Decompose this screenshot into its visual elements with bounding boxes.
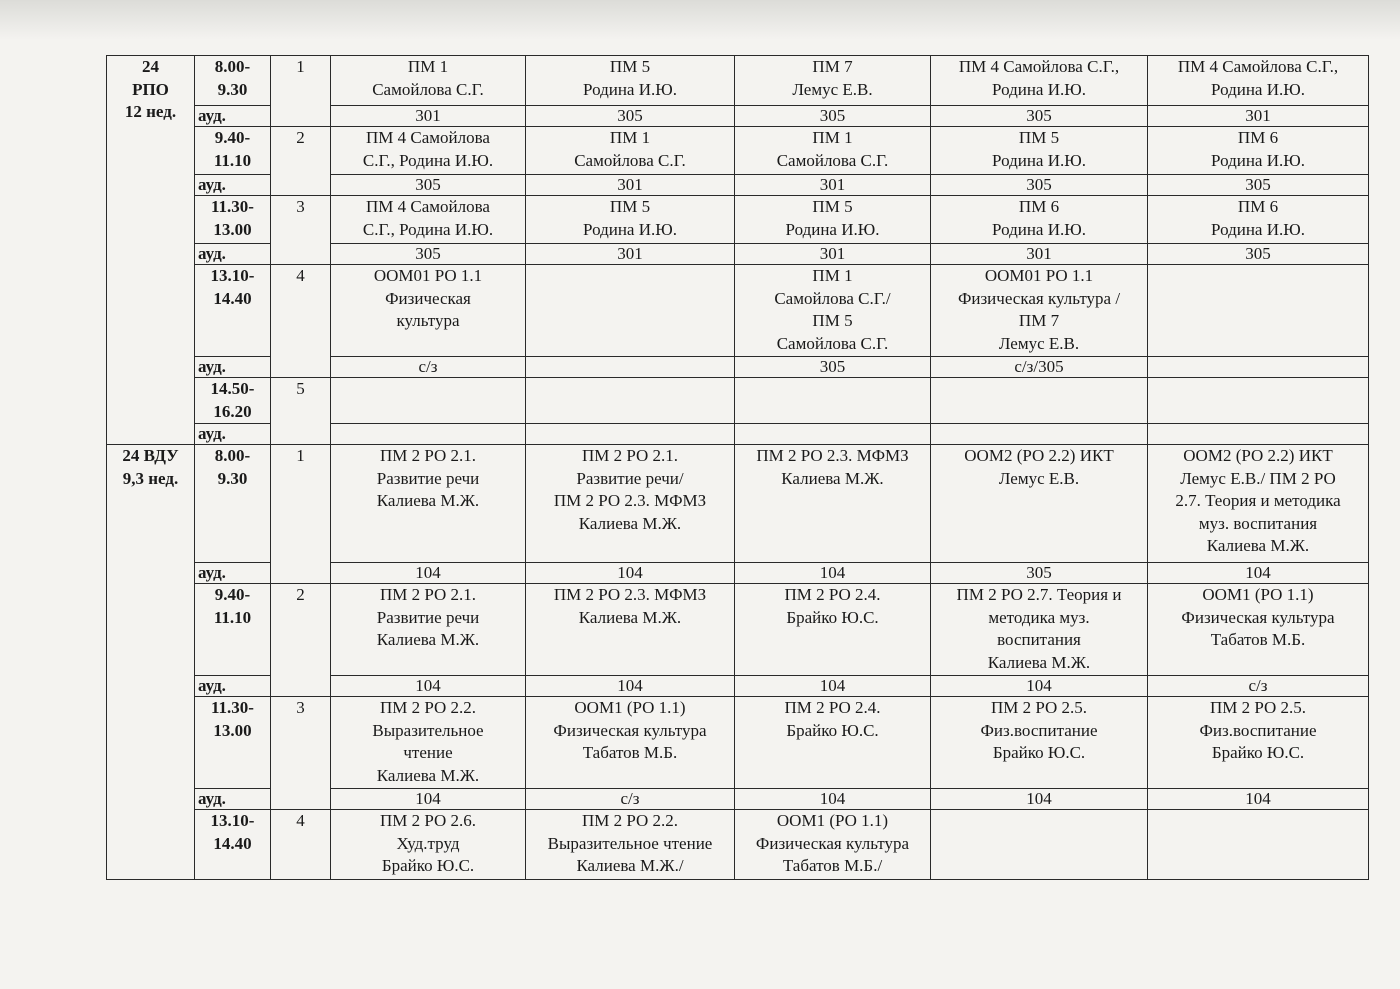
lesson-cell: ПМ 2 РО 2.6. Худ.труд Брайко Ю.С.	[331, 810, 526, 880]
room-cell	[1148, 357, 1369, 378]
lesson-cell: ПМ 1 Самойлова С.Г.	[526, 127, 735, 175]
aud-label: ауд.	[195, 106, 271, 127]
lesson-number: 3	[271, 196, 331, 265]
lesson-cell: ПМ 4 Самойлова С.Г., Родина И.Ю.	[931, 56, 1148, 106]
room-cell: 305	[331, 244, 526, 265]
slot-row	[107, 56, 1369, 106]
room-cell: 305	[331, 175, 526, 196]
lesson-cell: ПМ 2 РО 2.4. Брайко Ю.С.	[735, 584, 931, 676]
room-cell	[331, 424, 526, 445]
room-cell: 104	[931, 676, 1148, 697]
lesson-cell: ПМ 2 РО 2.1. Развитие речи/ ПМ 2 РО 2.3. МФМЗ Калиева М.Ж.	[526, 445, 735, 563]
room-cell: 301	[526, 175, 735, 196]
aud-label: ауд.	[195, 244, 271, 265]
lesson-cell: ПМ 5 Родина И.Ю.	[526, 56, 735, 106]
lesson-cell	[931, 378, 1148, 424]
room-cell: с/з/305	[931, 357, 1148, 378]
room-cell: 301	[735, 244, 931, 265]
lesson-cell: ПМ 2 РО 2.3. МФМЗ Калиева М.Ж.	[526, 584, 735, 676]
time-cell: 13.10- 14.40	[195, 265, 271, 357]
lesson-cell: ПМ 1 Самойлова С.Г./ ПМ 5 Самойлова С.Г.	[735, 265, 931, 357]
room-cell: с/з	[1148, 676, 1369, 697]
time-cell: 14.50- 16.20	[195, 378, 271, 424]
room-cell: 104	[931, 789, 1148, 810]
room-cell: 305	[1148, 175, 1369, 196]
lesson-number: 1	[271, 56, 331, 127]
room-cell: 104	[1148, 563, 1369, 584]
lesson-cell: ПМ 7 Лемус Е.В.	[735, 56, 931, 106]
lesson-number: 4	[271, 265, 331, 378]
room-cell	[526, 424, 735, 445]
lesson-cell: ПМ 2 РО 2.1. Развитие речи Калиева М.Ж.	[331, 445, 526, 563]
lesson-cell: ПМ 2 РО 2.4. Брайко Ю.С.	[735, 697, 931, 789]
lesson-cell: ПМ 6 Родина И.Ю.	[1148, 127, 1369, 175]
room-cell	[735, 424, 931, 445]
aud-label: ауд.	[195, 563, 271, 584]
lesson-cell: ООМ01 РО 1.1 Физическая культура / ПМ 7 Лемус Е.В.	[931, 265, 1148, 357]
aud-label: ауд.	[195, 789, 271, 810]
lesson-cell: ПМ 5 Родина И.Ю.	[931, 127, 1148, 175]
room-cell: 305	[735, 357, 931, 378]
lesson-cell	[526, 265, 735, 357]
aud-label: ауд.	[195, 424, 271, 445]
lesson-cell: ПМ 2 РО 2.5. Физ.воспитание Брайко Ю.С.	[1148, 697, 1369, 789]
lesson-cell: ПМ 2 РО 2.3. МФМЗ Калиева М.Ж.	[735, 445, 931, 563]
room-cell: 305	[931, 175, 1148, 196]
room-cell: 104	[526, 676, 735, 697]
lesson-cell	[735, 378, 931, 424]
lesson-cell: ПМ 4 Самойлова С.Г., Родина И.Ю.	[331, 196, 526, 244]
lesson-cell	[1148, 265, 1369, 357]
lesson-cell	[1148, 810, 1369, 880]
room-cell: 305	[931, 106, 1148, 127]
room-cell	[1148, 424, 1369, 445]
slot-row	[107, 810, 1369, 880]
room-cell: с/з	[331, 357, 526, 378]
aud-label: ауд.	[195, 175, 271, 196]
lesson-cell: ООМ2 (РО 2.2) ИКТ Лемус Е.В.	[931, 445, 1148, 563]
room-cell: с/з	[526, 789, 735, 810]
lesson-number: 3	[271, 697, 331, 810]
lesson-number: 2	[271, 584, 331, 697]
paper-edge	[0, 0, 1400, 40]
lesson-number: 5	[271, 378, 331, 445]
slot-row	[107, 265, 1369, 357]
room-cell: 301	[735, 175, 931, 196]
lesson-number: 4	[271, 810, 331, 880]
slot-row	[107, 584, 1369, 676]
lesson-cell: ПМ 2 РО 2.2. Выразительное чтение Калиева М.Ж.	[331, 697, 526, 789]
lesson-cell: ООМ1 (РО 1.1) Физическая культура Табатов М.Б./	[735, 810, 931, 880]
time-cell: 13.10- 14.40	[195, 810, 271, 880]
lesson-cell	[331, 378, 526, 424]
room-cell: 104	[735, 563, 931, 584]
slot-row	[107, 378, 1369, 424]
lesson-cell: ПМ 4 Самойлова С.Г., Родина И.Ю.	[331, 127, 526, 175]
room-cell: 301	[931, 244, 1148, 265]
slot-row	[107, 196, 1369, 244]
lesson-cell	[1148, 378, 1369, 424]
room-cell	[931, 424, 1148, 445]
room-cell: 305	[1148, 244, 1369, 265]
slot-row	[107, 127, 1369, 175]
room-cell: 305	[735, 106, 931, 127]
room-cell: 305	[931, 563, 1148, 584]
time-cell: 8.00- 9.30	[195, 56, 271, 106]
lesson-cell: ПМ 2 РО 2.1. Развитие речи Калиева М.Ж.	[331, 584, 526, 676]
lesson-cell: ПМ 6 Родина И.Ю.	[931, 196, 1148, 244]
lesson-cell: ПМ 2 РО 2.7. Теория и методика муз. воспитания Калиева М.Ж.	[931, 584, 1148, 676]
group-cell: 24 РПО 12 нед.	[107, 56, 195, 445]
lesson-cell: ООМ1 (РО 1.1) Физическая культура Табатов М.Б.	[526, 697, 735, 789]
room-cell: 305	[526, 106, 735, 127]
room-cell: 104	[735, 676, 931, 697]
lesson-cell: ПМ 5 Родина И.Ю.	[735, 196, 931, 244]
room-cell: 104	[526, 563, 735, 584]
lesson-cell: ООМ01 РО 1.1 Физическая культура	[331, 265, 526, 357]
lesson-cell: ПМ 2 РО 2.2. Выразительное чтение Калиева М.Ж./	[526, 810, 735, 880]
lesson-cell: ПМ 5 Родина И.Ю.	[526, 196, 735, 244]
group-cell: 24 ВДУ 9,3 нед.	[107, 445, 195, 880]
time-cell: 8.00- 9.30	[195, 445, 271, 563]
lesson-cell: ПМ 6 Родина И.Ю.	[1148, 196, 1369, 244]
lesson-cell: ПМ 1 Самойлова С.Г.	[331, 56, 526, 106]
lesson-number: 1	[271, 445, 331, 584]
room-cell: 301	[1148, 106, 1369, 127]
slot-row	[107, 445, 1369, 563]
slot-row	[107, 697, 1369, 789]
schedule-table	[106, 55, 1369, 880]
lesson-cell	[526, 378, 735, 424]
lesson-cell	[931, 810, 1148, 880]
aud-label: ауд.	[195, 676, 271, 697]
room-cell: 104	[735, 789, 931, 810]
lesson-cell: ПМ 2 РО 2.5. Физ.воспитание Брайко Ю.С.	[931, 697, 1148, 789]
lesson-cell: ПМ 1 Самойлова С.Г.	[735, 127, 931, 175]
time-cell: 9.40- 11.10	[195, 127, 271, 175]
lesson-number: 2	[271, 127, 331, 196]
room-cell: 104	[1148, 789, 1369, 810]
room-cell	[526, 357, 735, 378]
lesson-cell: ООМ2 (РО 2.2) ИКТ Лемус Е.В./ ПМ 2 РО 2.7. Теория и методика муз. воспитания Калиева М.Ж.	[1148, 445, 1369, 563]
room-cell: 104	[331, 563, 526, 584]
aud-label: ауд.	[195, 357, 271, 378]
time-cell: 11.30- 13.00	[195, 196, 271, 244]
room-cell: 301	[331, 106, 526, 127]
room-cell: 104	[331, 789, 526, 810]
lesson-cell: ПМ 4 Самойлова С.Г., Родина И.Ю.	[1148, 56, 1369, 106]
lesson-cell: ООМ1 (РО 1.1) Физическая культура Табатов М.Б.	[1148, 584, 1369, 676]
room-cell: 104	[331, 676, 526, 697]
time-cell: 11.30- 13.00	[195, 697, 271, 789]
room-cell: 301	[526, 244, 735, 265]
time-cell: 9.40- 11.10	[195, 584, 271, 676]
